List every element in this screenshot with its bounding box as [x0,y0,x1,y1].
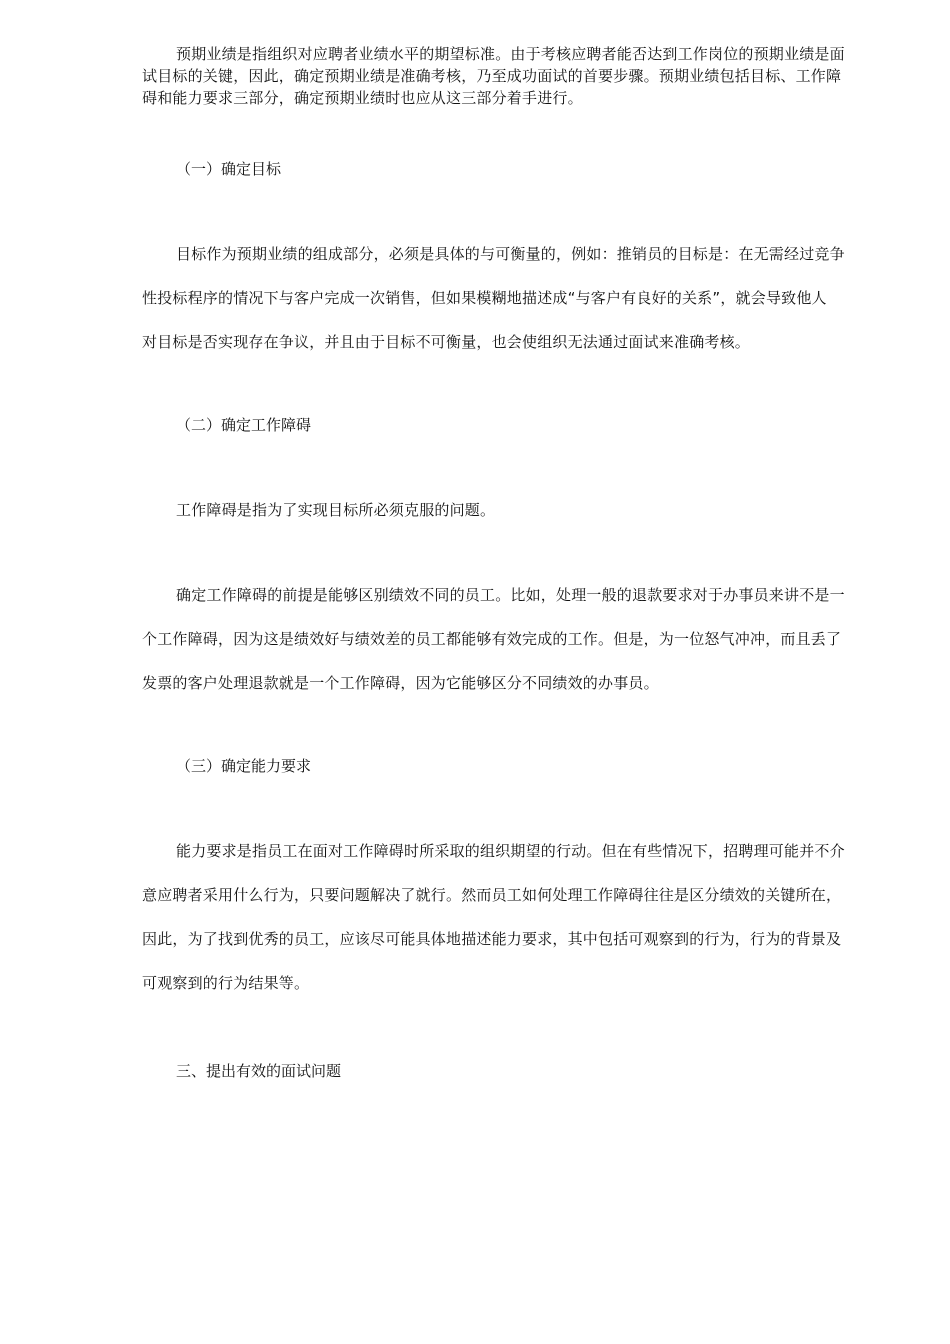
paragraph-line: 可观察到的行为结果等。 [142,974,310,992]
intro-paragraph [142,43,878,109]
ability-paragraph [142,840,878,1016]
paragraph-line: 因此，为了找到优秀的员工，应该尽可能具体地描述能力要求，其中包括可观察到的行为，行为的背景及 [142,930,842,948]
paragraph-line: 性投标程序的情况下与客户完成一次销售，但如果模糊地描述成“与客户有良好的关系”，就会导致他人 [142,289,827,307]
paragraph-line: 工作障碍是指为了实现目标所必须克服的问题。 [176,501,496,519]
obstacle-detail-paragraph [142,584,878,716]
paragraph-line: 碍和能力要求三部分，确定预期业绩时也应从这三部分着手进行。 [142,89,583,107]
goal-paragraph [142,243,878,375]
paragraph-line: 发票的客户处理退款就是一个工作障碍，因为它能够区分不同绩效的办事员。 [142,674,659,692]
section-heading-ability: （三）确定能力要求 [176,757,312,775]
paragraph-line: 目标作为预期业绩的组成部分，必须是具体的与可衡量的，例如：推销员的目标是：在无需经过竞争 [176,245,845,263]
obstacle-definition-paragraph [142,499,878,543]
paragraph-line: 个工作障碍，因为这是绩效好与绩效差的员工都能够有效完成的工作。但是，为一位怒气冲冲，而且丢了 [142,630,842,648]
section-heading-interview-questions: 三、提出有效的面试问题 [176,1062,342,1080]
section-heading-obstacle: （二）确定工作障碍 [176,416,312,434]
paragraph-line: 对目标是否实现存在争议，并且由于目标不可衡量，也会使组织无法通过面试来准确考核。 [142,333,751,351]
paragraph-line: 预期业绩是指组织对应聘者业绩水平的期望标准。由于考核应聘者能否达到工作岗位的预期业绩是面 [176,45,845,63]
paragraph-line: 能力要求是指员工在面对工作障碍时所采取的组织期望的行动。但在有些情况下，招聘理可能并不介 [176,842,845,860]
paragraph-line: 意应聘者采用什么行为，只要问题解决了就行。然而员工如何处理工作障碍往往是区分绩效的关键所在， [142,886,842,904]
section-heading-goal: （一）确定目标 [176,160,282,178]
paragraph-line: 试目标的关键，因此，确定预期业绩是准确考核，乃至成功面试的首要步骤。预期业绩包括目标、工作障 [142,67,842,85]
paragraph-line: 确定工作障碍的前提是能够区别绩效不同的员工。比如，处理一般的退款要求对于办事员来讲不是一 [176,586,845,604]
